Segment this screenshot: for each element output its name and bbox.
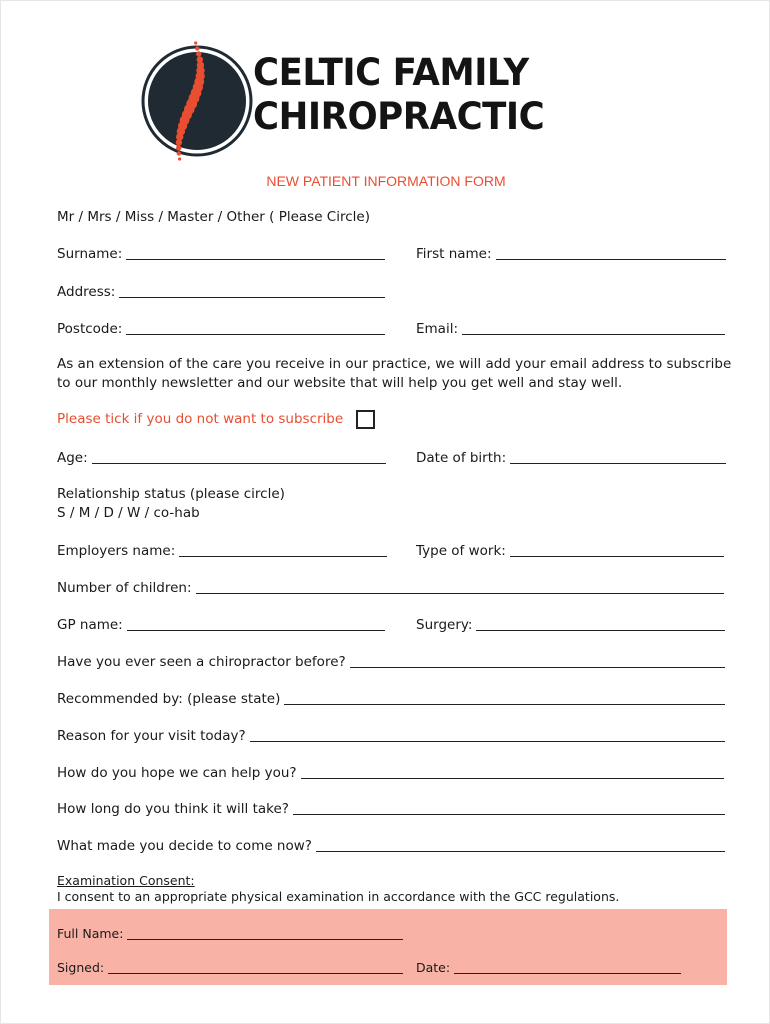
- seen-chiropractor-label: Have you ever seen a chiropractor before?: [57, 654, 346, 670]
- recommended-by-field[interactable]: [57, 688, 725, 708]
- form-title: NEW PATIENT INFORMATION FORM: [266, 173, 506, 189]
- postcode-label: Postcode:: [57, 321, 123, 337]
- vertebra-dot: [196, 51, 201, 56]
- surname-field[interactable]: [57, 243, 385, 263]
- seen-chiropractor-field[interactable]: [57, 651, 725, 671]
- number-of-children-field[interactable]: [57, 577, 724, 597]
- vertebra-dot: [177, 151, 181, 155]
- vertebra-dot: [194, 41, 197, 44]
- recommended-by-label: Recommended by: (please state): [57, 691, 281, 707]
- relationship-status-label: Relationship status (please circle): [57, 486, 285, 502]
- full-name-label: Full Name:: [57, 926, 124, 941]
- how-long-label: How long do you think it will take?: [57, 801, 289, 817]
- signed-field[interactable]: [57, 957, 403, 977]
- vertebra-dot: [176, 139, 182, 145]
- what-made-decide-field[interactable]: [57, 835, 725, 855]
- how-long-field[interactable]: [57, 798, 725, 818]
- type-of-work-label: Type of work:: [416, 543, 506, 559]
- consent-text: I consent to an appropriate physical examination in accordance with the GCC regulations.: [57, 889, 620, 904]
- relationship-status-options[interactable]: S / M / D / W / co-hab: [57, 505, 200, 521]
- practice-name: [253, 51, 556, 139]
- employers-name-field[interactable]: [57, 540, 387, 560]
- age-label: Age:: [57, 450, 88, 466]
- date-of-birth-label: Date of birth:: [416, 450, 507, 466]
- how-help-label: How do you hope we can help you?: [57, 765, 297, 781]
- practice-name-line2: CHIROPRACTIC: [253, 95, 545, 138]
- date-field[interactable]: [416, 957, 681, 977]
- surgery-label: Surgery:: [416, 617, 473, 633]
- full-name-field[interactable]: [57, 923, 403, 943]
- employers-name-label: Employers name:: [57, 543, 176, 559]
- date-label: Date:: [416, 960, 451, 975]
- address-field[interactable]: [57, 281, 385, 301]
- what-made-decide-label: What made you decide to come now?: [57, 838, 312, 854]
- practice-name-line1: CELTIC FAMILY: [253, 51, 529, 94]
- address-label: Address:: [57, 284, 116, 300]
- signed-label: Signed:: [57, 960, 105, 975]
- vertebra-dot: [195, 46, 199, 50]
- date-of-birth-field[interactable]: [416, 447, 726, 467]
- practice-logo: [141, 39, 621, 163]
- first-name-field[interactable]: [416, 243, 726, 263]
- newsletter-notice-line2: to our monthly newsletter and our website that will help you get well and stay well.: [57, 375, 623, 391]
- number-of-children-label: Number of children:: [57, 580, 192, 596]
- reason-for-visit-field[interactable]: [57, 725, 725, 745]
- email-label: Email:: [416, 321, 459, 337]
- consent-title: Examination Consent:: [57, 873, 195, 888]
- vertebra-dot: [176, 145, 181, 150]
- vertebra-dot: [178, 157, 181, 160]
- unsubscribe-checkbox[interactable]: [356, 410, 375, 429]
- age-field[interactable]: [57, 447, 386, 467]
- first-name-label: First name:: [416, 246, 492, 262]
- postcode-field[interactable]: [57, 318, 385, 338]
- spine-logo-icon: [141, 39, 253, 163]
- consent-signature-box: [49, 909, 727, 985]
- email-field[interactable]: [416, 318, 725, 338]
- title-selection: Mr / Mrs / Miss / Master / Other ( Please Circle): [57, 209, 370, 225]
- surgery-field[interactable]: [416, 614, 725, 634]
- surname-label: Surname:: [57, 246, 123, 262]
- gp-name-field[interactable]: [57, 614, 385, 634]
- gp-name-label: GP name:: [57, 617, 123, 633]
- unsubscribe-label: Please tick if you do not want to subscribe: [57, 411, 344, 427]
- type-of-work-field[interactable]: [416, 540, 724, 560]
- newsletter-notice-line1: As an extension of the care you receive in our practice, we will add your email address to subscribe: [57, 356, 732, 372]
- reason-for-visit-label: Reason for your visit today?: [57, 728, 246, 744]
- how-help-field[interactable]: [57, 762, 724, 782]
